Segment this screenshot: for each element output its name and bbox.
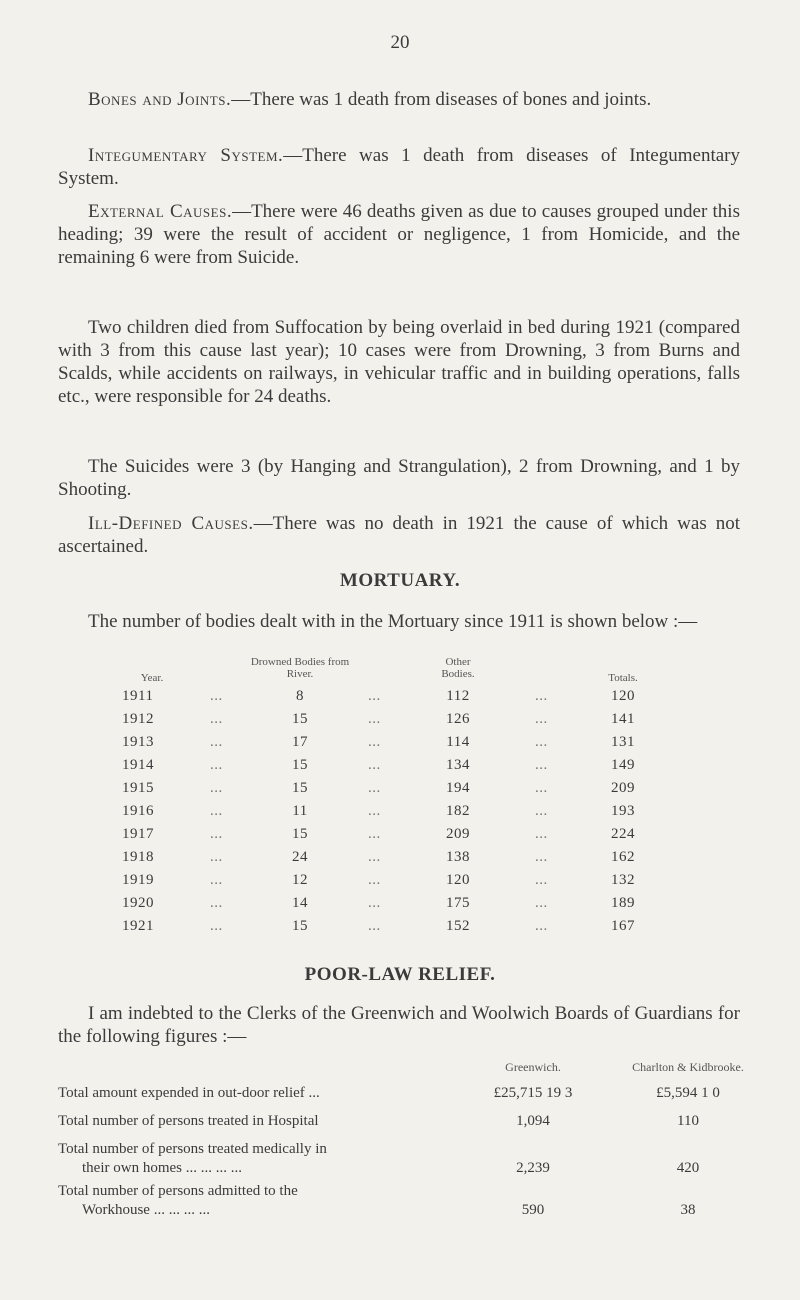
poor-law-label-line: Total number of persons admitted to the [58,1183,298,1199]
mortuary-total: 224 [611,826,635,842]
dot-leader: ... [368,918,381,934]
mortuary-drowned: 24 [292,849,308,865]
dot-leader: ... [368,734,381,750]
poor-law-header [58,1060,758,1084]
poor-law-label [58,1140,448,1178]
dot-leader: ... [210,803,223,819]
mortuary-drowned: 8 [296,688,304,704]
mortuary-year: 1921 [122,918,154,934]
dot-leader: ... [210,849,223,865]
mortuary-total: 167 [611,918,635,934]
dot-leader: ... [368,872,381,888]
mortuary-row [110,757,670,780]
dot-leader: ... [535,826,548,842]
mortuary-year: 1916 [122,803,154,819]
dot-leader: ... [210,734,223,750]
poor-law-charlton-value: 420 [676,1160,700,1176]
dot-leader: ... [368,711,381,727]
dot-leader: ... [535,757,548,773]
poor-law-charlton-value: 38 [680,1202,696,1218]
mortuary-year: 1918 [122,849,154,865]
mortuary-row [110,780,670,803]
poor-law-intro: I am indebted to the Clerks of the Greenwich and Woolwich Boards of Guardians for the following figures :— [58,1003,740,1047]
poor-law-greenwich-value: 590 [521,1202,545,1218]
mortuary-total: 189 [611,895,635,911]
header-greenwich: Greenwich. [505,1060,561,1074]
dot-leader: ... [368,849,381,865]
dot-leader: ... [535,734,548,750]
mortuary-drowned: 14 [292,895,308,911]
poor-law-charlton-value: 110 [677,1113,699,1129]
poor-law-label [58,1112,448,1131]
mortuary-year: 1917 [122,826,154,842]
dot-leader: ... [535,780,548,796]
mortuary-drowned: 15 [292,780,308,796]
mortuary-row [110,895,670,918]
mortuary-total: 149 [611,757,635,773]
poor-law-label-continuation: Workhouse ... ... ... ... [82,1202,210,1218]
poor-law-row [58,1084,758,1112]
mortuary-other: 175 [446,895,470,911]
mortuary-row [110,872,670,895]
poor-law-greenwich-value: 1,094 [516,1113,550,1129]
mortuary-year: 1914 [122,757,154,773]
mortuary-total: 193 [611,803,635,819]
poor-law-label [58,1084,448,1103]
poor-law-label [58,1182,448,1220]
mortuary-other: 126 [446,711,470,727]
poor-law-greenwich-value: 2,239 [516,1160,550,1176]
integumentary-paragraph [58,144,740,190]
dot-leader: ... [210,780,223,796]
header-charlton: Charlton & Kidbrooke. [632,1060,744,1074]
mortuary-year: 1920 [122,895,154,911]
ill-defined-heading: Ill-Defined Causes. [88,513,254,534]
poor-law-charlton-value: £5,594 1 0 [656,1085,720,1101]
mortuary-drowned: 12 [292,872,308,888]
mortuary-drowned: 17 [292,734,308,750]
mortuary-year: 1913 [122,734,154,750]
suicides-paragraph: The Suicides were 3 (by Hanging and Strangulation), 2 from Drowning, and 1 by Shooting. [58,456,740,500]
integumentary-text: —There was 1 death from diseases of Integumentary System. [58,145,740,189]
dot-leader: ... [535,872,548,888]
header-year: Year. [140,672,164,684]
mortuary-intro: The number of bodies dealt with in the Mortuary since 1911 is shown below :— [88,611,698,632]
external-causes-heading: External Causes. [88,201,233,222]
dot-leader: ... [210,711,223,727]
mortuary-table-header [110,652,670,688]
mortuary-drowned: 15 [292,711,308,727]
dot-leader: ... [368,826,381,842]
dot-leader: ... [368,780,381,796]
dot-leader: ... [210,826,223,842]
poor-law-title: POOR-LAW RELIEF. [304,964,496,985]
mortuary-total: 141 [611,711,635,727]
dot-leader: ... [535,849,548,865]
ill-defined-text: —There was no death in 1921 the cause of which was not ascertained. [58,513,741,557]
mortuary-row [110,688,670,711]
dot-leader: ... [210,895,223,911]
mortuary-drowned: 15 [292,826,308,842]
mortuary-total: 132 [611,872,635,888]
bones-text: —There was 1 death from diseases of bones and joints. [231,89,652,110]
external-causes-text: —There were 46 deaths given as due to causes grouped under this heading; 39 were the result of accident or negligence, 1 from Homicide, and the remaining 6 were from Suicide. [58,201,740,268]
mortuary-row [110,711,670,734]
integumentary-heading: Integumentary System. [88,145,284,166]
poor-law-label-line: Total number of persons treated medically in [58,1141,327,1157]
header-other: Other Bodies. [441,656,475,680]
dot-leader: ... [368,895,381,911]
mortuary-other: 134 [446,757,470,773]
mortuary-total: 131 [611,734,635,750]
dot-leader: ... [535,803,548,819]
mortuary-other: 114 [446,734,470,750]
mortuary-title: MORTUARY. [339,570,461,591]
dot-leader: ... [210,918,223,934]
mortuary-year: 1919 [122,872,154,888]
dot-leader: ... [535,918,548,934]
poor-law-label-continuation: their own homes ... ... ... ... [82,1160,242,1176]
dot-leader: ... [368,803,381,819]
mortuary-other: 152 [446,918,470,934]
bones-heading: Bones and Joints. [88,89,232,110]
mortuary-other: 209 [446,826,470,842]
mortuary-total: 162 [611,849,635,865]
poor-law-row [58,1140,758,1182]
mortuary-other: 138 [446,849,470,865]
mortuary-row [110,849,670,872]
mortuary-total: 120 [611,688,635,704]
mortuary-other: 182 [446,803,470,819]
mortuary-row [110,918,670,941]
header-drowned: Drowned Bodies from River. [250,656,350,680]
dot-leader: ... [368,757,381,773]
poor-law-row [58,1182,758,1224]
dot-leader: ... [535,688,548,704]
dot-leader: ... [210,688,223,704]
mortuary-other: 194 [446,780,470,796]
mortuary-rows [110,688,670,941]
poor-law-table [58,1060,758,1224]
bones-paragraph [58,88,740,111]
dot-leader: ... [368,688,381,704]
dot-leader: ... [535,711,548,727]
external-causes-paragraph [58,200,740,269]
mortuary-row [110,826,670,849]
mortuary-row [110,803,670,826]
poor-law-label-line: Total amount expended in out-door relief ... [58,1085,320,1101]
poor-law-label-line: Total number of persons treated in Hospital [58,1113,319,1129]
mortuary-table [110,652,670,941]
header-totals: Totals. [608,672,638,684]
poor-law-greenwich-value: £25,715 19 3 [493,1085,573,1101]
poor-law-row [58,1112,758,1140]
dot-leader: ... [535,895,548,911]
mortuary-total: 209 [611,780,635,796]
mortuary-year: 1912 [122,711,154,727]
page-number: 20 [390,32,410,53]
ill-defined-paragraph [58,512,740,558]
mortuary-row [110,734,670,757]
mortuary-other: 112 [446,688,470,704]
mortuary-other: 120 [446,872,470,888]
mortuary-drowned: 11 [292,803,308,819]
poor-law-rows [58,1084,758,1224]
children-paragraph: Two children died from Suffocation by being overlaid in bed during 1921 (compared with 3 from this cause last year); 10 cases were from Drowning, 3 from Burns and Scalds, while accidents on railways, in vehicular traffic and in building operations, falls etc., were responsible for 24 deaths. [58,317,740,407]
dot-leader: ... [210,757,223,773]
mortuary-year: 1915 [122,780,154,796]
mortuary-drowned: 15 [292,757,308,773]
mortuary-year: 1911 [122,688,154,704]
dot-leader: ... [210,872,223,888]
mortuary-drowned: 15 [292,918,308,934]
